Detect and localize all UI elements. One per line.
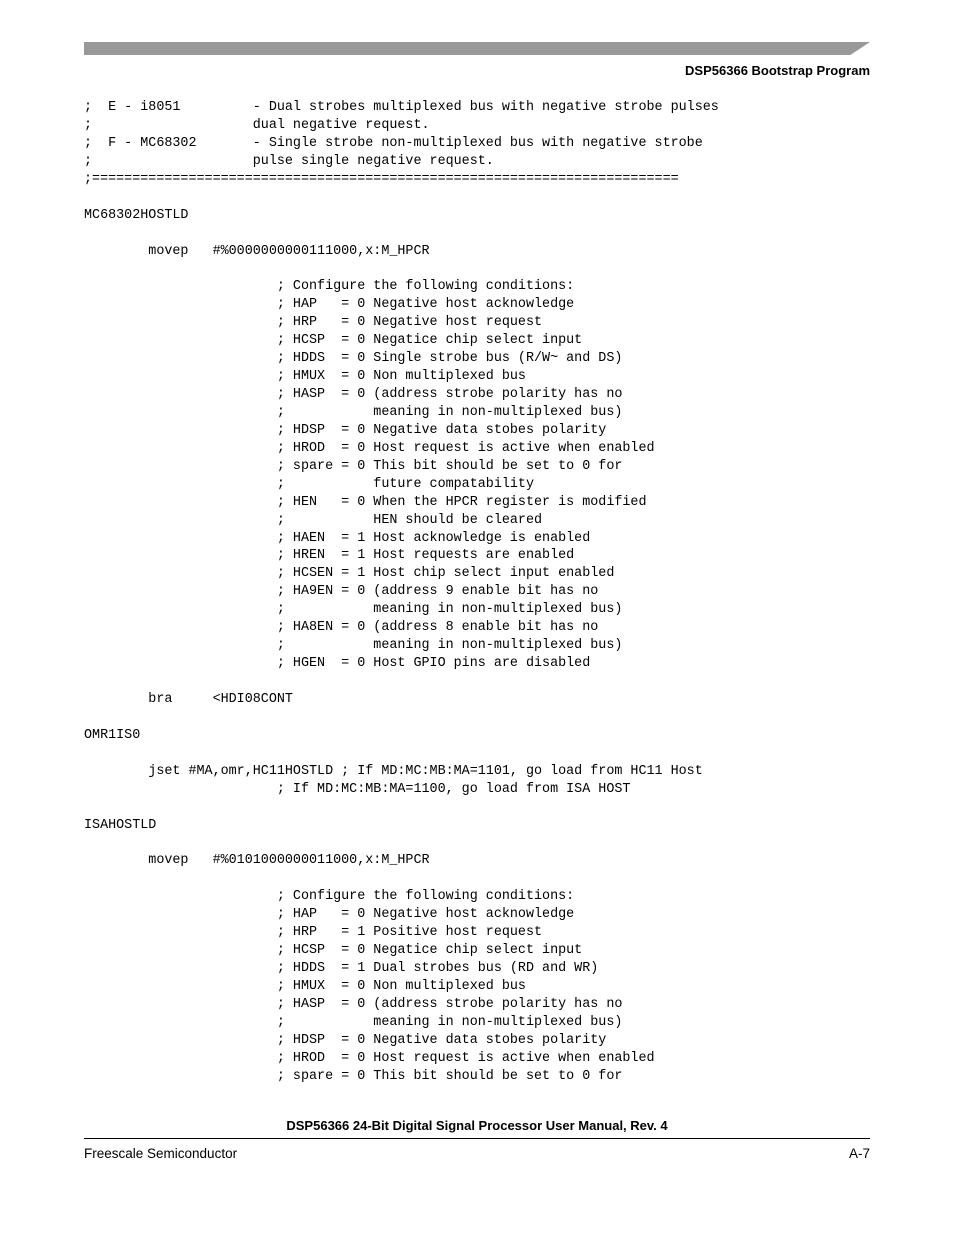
code-line: ; Configure the following conditions: <box>84 889 575 905</box>
code-line: ; spare = 0 This bit should be set to 0 for <box>84 458 623 474</box>
code-line: movep #%0000000000111000,x:M_HPCR <box>84 243 430 259</box>
code-line: OMR1IS0 <box>84 727 141 743</box>
code-line: jset #MA,omr,HC11HOSTLD ; If MD:MC:MB:MA=1101, go load from HC11 Host <box>84 763 703 779</box>
footer-divider <box>84 1138 870 1139</box>
code-line <box>84 870 870 888</box>
header-decorative-bar <box>84 42 870 55</box>
code-line: ; dual negative request. <box>84 117 430 133</box>
code-line: ; HASP = 0 (address strobe polarity has no <box>84 996 623 1012</box>
code-line: ; HAEN = 1 Host acknowledge is enabled <box>84 530 591 546</box>
code-line: ; Configure the following conditions: <box>84 279 575 295</box>
code-line: ; HROD = 0 Host request is active when enabled <box>84 440 655 456</box>
code-line: ; meaning in non-multiplexed bus) <box>84 602 623 618</box>
code-line <box>84 709 870 727</box>
code-line: ISAHOSTLD <box>84 817 157 833</box>
code-line: ; HEN = 0 When the HPCR register is modified <box>84 494 647 510</box>
code-line: ; HDDS = 1 Dual strobes bus (RD and WR) <box>84 961 599 976</box>
section-title: DSP56366 Bootstrap Program <box>685 63 870 78</box>
code-line: ; HCSP = 0 Negatice chip select input <box>84 943 583 959</box>
code-line: ; HGEN = 0 Host GPIO pins are disabled <box>84 656 591 672</box>
code-line: bra <HDI08CONT <box>84 691 293 707</box>
code-line: ; HDSP = 0 Negative data stobes polarity <box>84 1032 607 1048</box>
code-line <box>84 799 870 817</box>
code-listing <box>84 99 870 1086</box>
code-line: ; HCSEN = 1 Host chip select input enabled <box>84 566 615 582</box>
code-line: MC68302HOSTLD <box>84 207 189 223</box>
code-line <box>84 260 870 278</box>
code-line: ; HREN = 1 Host requests are enabled <box>84 548 575 564</box>
code-line: ; HCSP = 0 Negatice chip select input <box>84 333 583 349</box>
page-number: A-7 <box>848 1146 870 1161</box>
code-line: ;========================================================================= <box>84 171 679 187</box>
code-line <box>84 189 870 207</box>
code-line <box>84 745 870 763</box>
code-line: ; meaning in non-multiplexed bus) <box>84 1014 623 1030</box>
code-line <box>84 834 870 852</box>
code-line: ; HAP = 0 Negative host acknowledge <box>84 907 575 923</box>
code-line: ; HA9EN = 0 (address 9 enable bit has no <box>84 584 599 600</box>
code-line: ; HAP = 0 Negative host acknowledge <box>84 297 575 313</box>
code-line: ; HRP = 0 Negative host request <box>84 315 543 331</box>
code-line: ; HASP = 0 (address strobe polarity has no <box>84 387 623 402</box>
code-line: ; HROD = 0 Host request is active when enabled <box>84 1050 655 1066</box>
code-line: ; meaning in non-multiplexed bus) <box>84 638 623 654</box>
code-line: ; HRP = 1 Positive host request <box>84 925 543 941</box>
code-line: ; HEN should be cleared <box>84 512 543 528</box>
code-line: ; HMUX = 0 Non multiplexed bus <box>84 369 526 385</box>
code-line: ; HDSP = 0 Negative data stobes polarity <box>84 422 607 438</box>
code-line: ; meaning in non-multiplexed bus) <box>84 404 623 420</box>
code-line: ; pulse single negative request. <box>84 153 494 169</box>
code-line: ; HDDS = 0 Single strobe bus (R/W~ and DS) <box>84 351 623 367</box>
code-line: ; E - i8051 - Dual strobes multiplexed bus with negative strobe pulses <box>84 100 719 115</box>
manual-title: DSP56366 24-Bit Digital Signal Processor User Manual, Rev. 4 <box>286 1118 668 1133</box>
code-line: ; spare = 0 This bit should be set to 0 for <box>84 1068 623 1084</box>
company-name: Freescale Semiconductor <box>84 1146 238 1161</box>
code-line <box>84 673 870 691</box>
code-line: ; F - MC68302 - Single strobe non-multiplexed bus with negative strobe <box>84 135 703 151</box>
code-line: ; If MD:MC:MB:MA=1100, go load from ISA HOST <box>84 781 631 797</box>
code-line: ; HMUX = 0 Non multiplexed bus <box>84 978 526 994</box>
code-line: ; HA8EN = 0 (address 8 enable bit has no <box>84 620 599 636</box>
code-line <box>84 225 870 243</box>
code-line: movep #%0101000000011000,x:M_HPCR <box>84 853 430 869</box>
code-line: ; future compatability <box>84 476 534 492</box>
